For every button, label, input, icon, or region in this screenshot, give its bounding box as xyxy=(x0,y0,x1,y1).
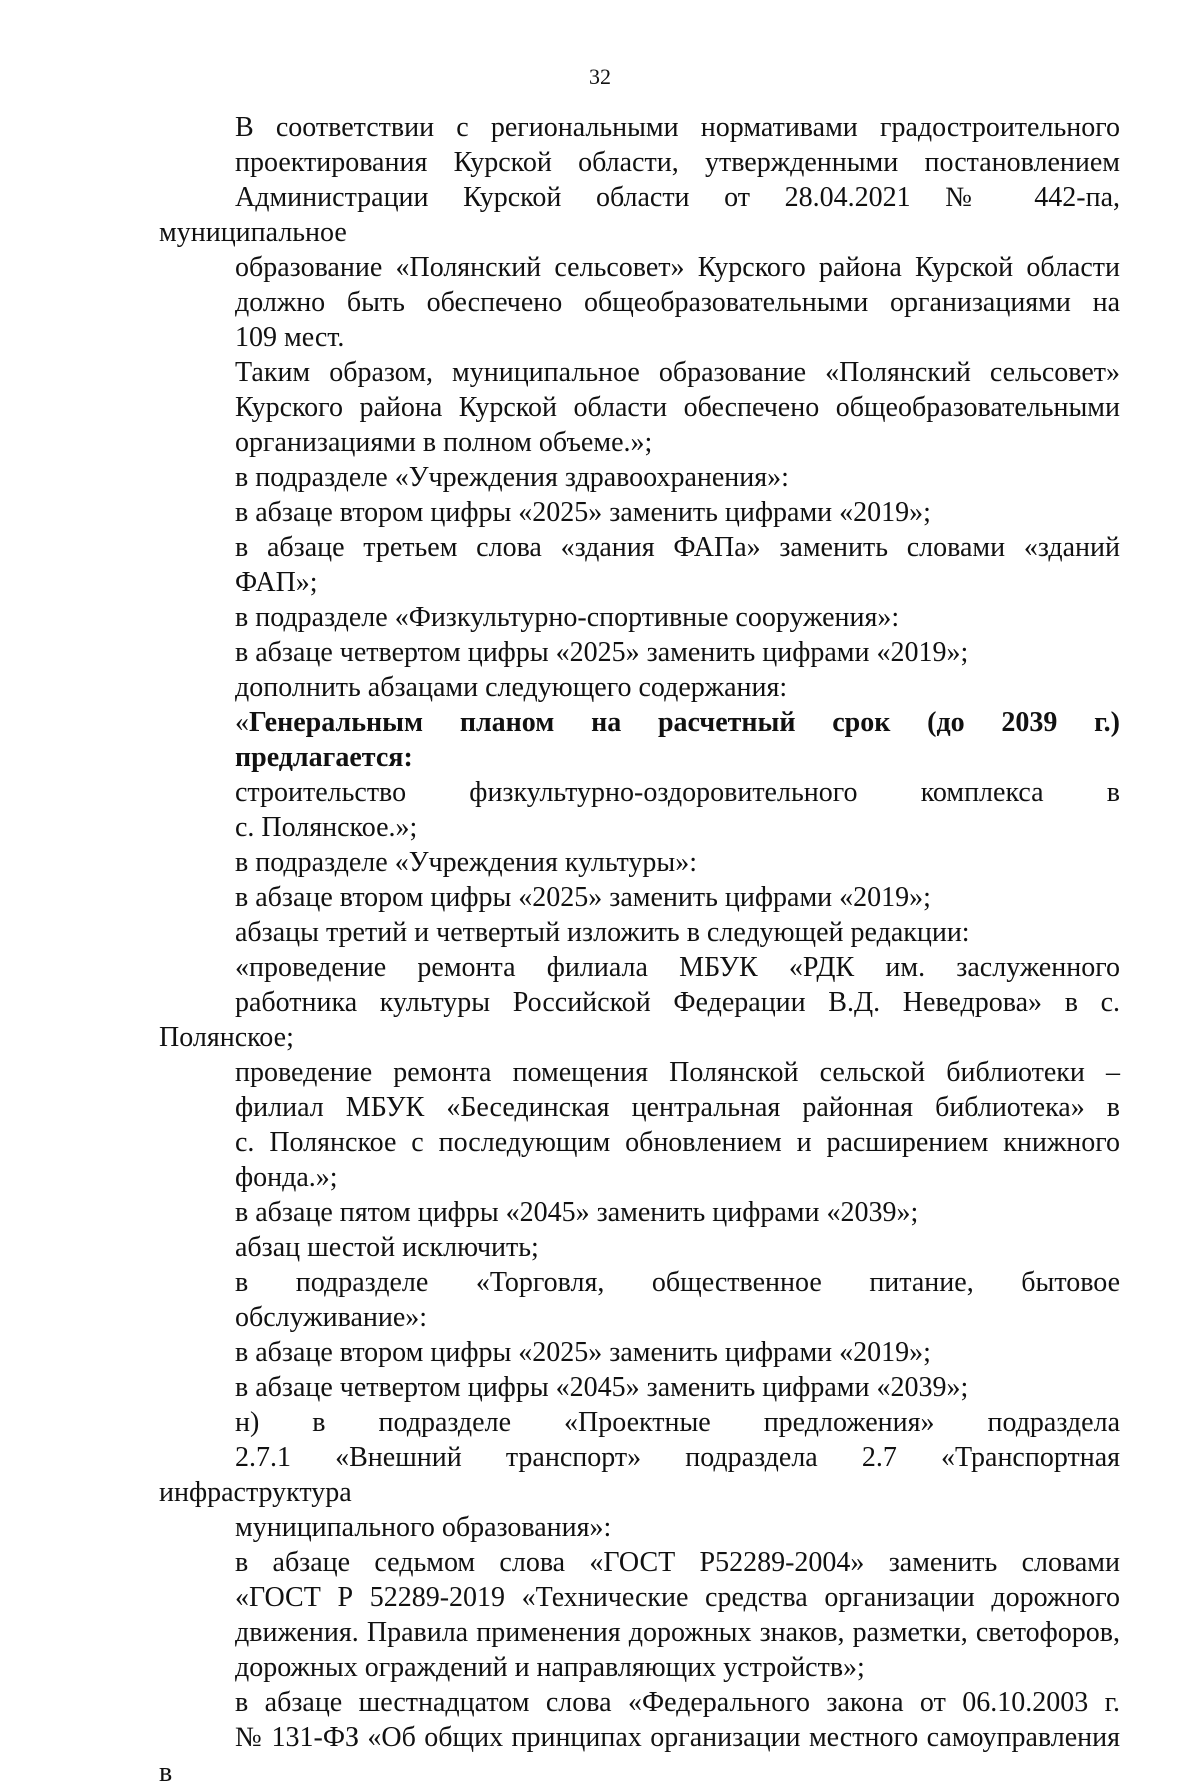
text-line: в подразделе «Торговля, общественное питание, бытовое xyxy=(235,1267,1120,1298)
text-line: 2.7.1 «Внешний транспорт» подраздела 2.7 «Транспортная инфраструктура xyxy=(159,1442,1120,1508)
text-line: фонда.»; xyxy=(235,1162,338,1193)
paragraph-project-proposals xyxy=(159,1405,1120,1545)
text-line: в абзаце седьмом слова «ГОСТ Р52289-2004» заменить словами xyxy=(235,1547,1120,1578)
paragraph-conclusion xyxy=(159,355,1120,460)
text-line: образование «Полянский сельсовет» Курского района Курской области xyxy=(235,252,1120,283)
paragraph-healthcare-subsection: в подразделе «Учреждения здравоохранения»: xyxy=(235,462,789,493)
text-line: работника культуры Российской Федерации В.Д. Неведрова» в с. Полянское; xyxy=(159,987,1120,1053)
paragraph-mbuk-repair xyxy=(159,950,1120,1055)
paragraph-new-edition: абзацы третий и четвертый изложить в следующей редакции: xyxy=(235,917,970,948)
text-line: Таким образом, муниципальное образование «Полянский сельсовет» xyxy=(235,357,1120,388)
text-line: «ГОСТ Р 52289-2019 «Технические средства организации дорожного xyxy=(235,1582,1120,1613)
text-line: с. Полянское.»; xyxy=(235,812,418,843)
paragraph-amend-2025: в абзаце втором цифры «2025» заменить цифрами «2019»; xyxy=(235,882,931,913)
paragraph-regional-standards xyxy=(159,110,1120,355)
paragraph-amend-2045: в абзаце четвертом цифры «2045» заменить цифрами «2039»; xyxy=(235,1372,969,1403)
text-line: с. Полянское с последующим обновлением и расширением книжного xyxy=(235,1127,1120,1158)
paragraph-sports-complex xyxy=(159,775,1120,845)
paragraph-amend-2025: в абзаце втором цифры «2025» заменить цифрами «2019»; xyxy=(235,497,931,528)
text-line: муниципального образования»: xyxy=(235,1512,612,1543)
text-line xyxy=(159,740,1120,775)
text-line: проектирования Курской области, утвержденными постановлением xyxy=(235,147,1120,178)
paragraph-sports-subsection: в подразделе «Физкультурно-спортивные сооружения»: xyxy=(235,602,900,633)
text-line xyxy=(159,705,1120,740)
paragraph-general-plan xyxy=(159,705,1120,775)
paragraph-remove-sixth: абзац шестой исключить; xyxy=(235,1232,539,1263)
text-line: обслуживание»: xyxy=(235,1302,428,1333)
text-line: Курского района Курской области обеспечено общеобразовательными xyxy=(235,392,1120,423)
paragraph-library-repair xyxy=(159,1055,1120,1195)
paragraph-federal-law xyxy=(159,1685,1120,1790)
bold-text: Генеральным планом на расчетный срок (до 2039 г.) xyxy=(249,707,1120,738)
text-line: В соответствии с региональными нормативами градостроительного xyxy=(235,112,1120,143)
text-line: «проведение ремонта филиала МБУК «РДК им. заслуженного xyxy=(235,952,1120,983)
text-line: дорожных ограждений и направляющих устройств»; xyxy=(235,1652,865,1683)
paragraph-culture-subsection: в подразделе «Учреждения культуры»: xyxy=(235,847,698,878)
text-line: в абзаце шестнадцатом слова «Федерального закона от 06.10.2003 г. xyxy=(235,1687,1120,1718)
text-line: № 131-ФЗ «Об общих принципах организации местного самоуправления в xyxy=(159,1722,1120,1788)
text-line: филиал МБУК «Бесединская центральная районная библиотека» в xyxy=(235,1092,1120,1123)
text-line: организациями в полном объеме.»; xyxy=(235,427,653,458)
text-line: Администрации Курской области от 28.04.2021 № 442-па, муниципальное xyxy=(159,182,1120,248)
paragraph-add-paragraphs: дополнить абзацами следующего содержания: xyxy=(235,672,788,703)
paragraph-gost-replace xyxy=(159,1545,1120,1685)
text-line: проведение ремонта помещения Полянской сельской библиотеки – xyxy=(235,1057,1120,1088)
text-line: строительство физкультурно-оздоровительного комплекса в xyxy=(235,777,1120,808)
text-line: в абзаце третьем слова «здания ФАПа» заменить словами «зданий xyxy=(235,532,1120,563)
paragraph-amend-2045: в абзаце пятом цифры «2045» заменить цифрами «2039»; xyxy=(235,1197,919,1228)
document-body xyxy=(159,110,1120,1790)
text-line: 109 мест. xyxy=(235,322,345,353)
text-line: движения. Правила применения дорожных знаков, разметки, светофоров, xyxy=(235,1617,1120,1648)
paragraph-trade-subsection xyxy=(159,1265,1120,1335)
text-line: должно быть обеспечено общеобразовательными организациями на xyxy=(235,287,1120,318)
paragraph-amend-2025: в абзаце четвертом цифры «2025» заменить цифрами «2019»; xyxy=(235,637,969,668)
paragraph-fap-buildings xyxy=(159,530,1120,600)
page-number: 32 xyxy=(589,64,611,89)
text-line: н) в подразделе «Проектные предложения» подраздела xyxy=(235,1407,1120,1438)
quote-mark: « xyxy=(235,707,249,738)
bold-text: предлагается: xyxy=(235,742,413,773)
text-line: ФАП»; xyxy=(235,567,318,598)
paragraph-amend-2025: в абзаце втором цифры «2025» заменить цифрами «2019»; xyxy=(235,1337,931,1368)
